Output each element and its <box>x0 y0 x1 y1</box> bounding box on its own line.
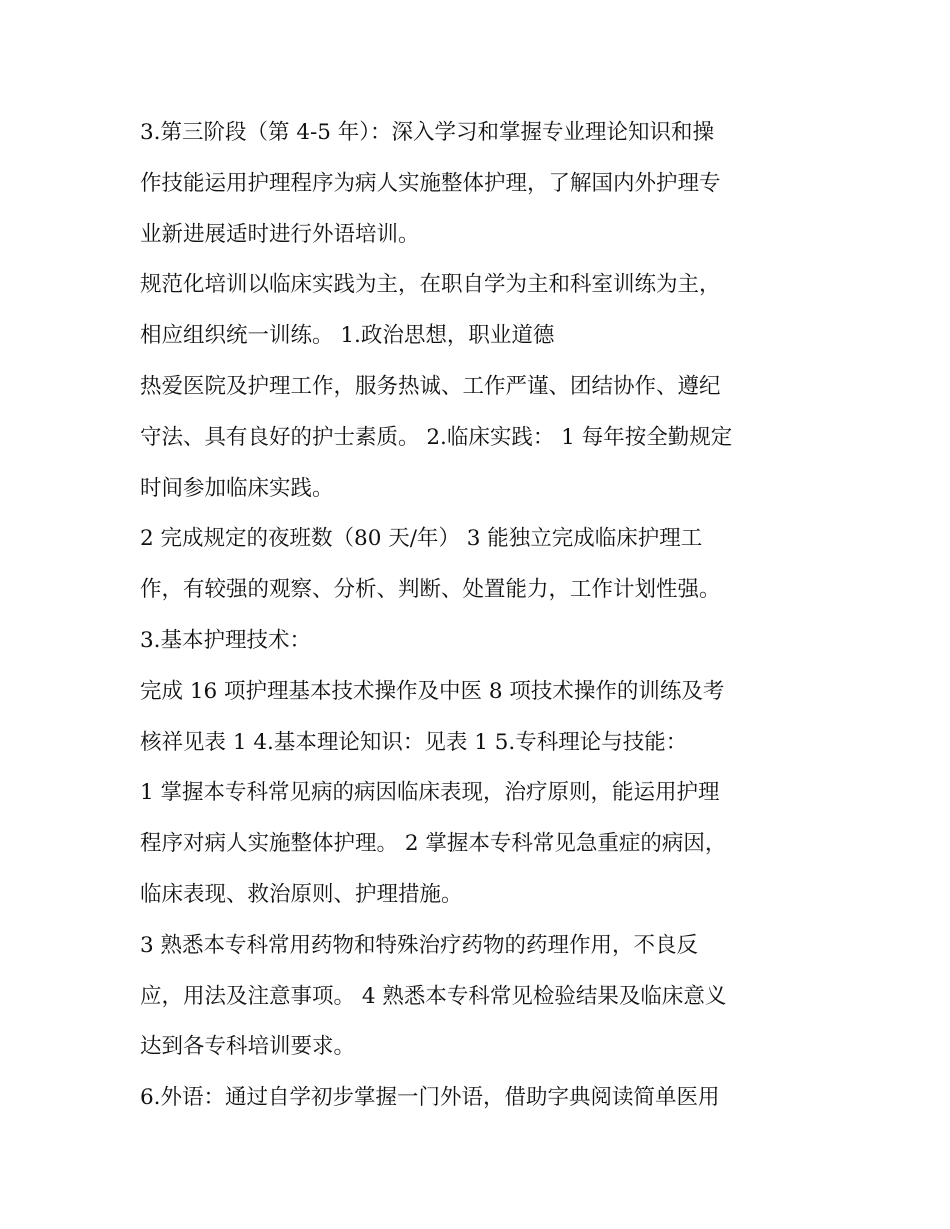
text-line: 3.基本护理技术： <box>140 627 312 653</box>
text-line: 核祥见表 1 4.基本理论知识：见表 1 5.专科理论与技能： <box>140 729 688 755</box>
text-line: 3.第三阶段（第 4-5 年）：深入学习和掌握专业理论知识和操 <box>140 120 715 145</box>
text-line: 临床表现、救治原则、护理措施。 <box>140 881 463 907</box>
text-line: 3 熟悉本专科常用药物和特殊治疗药物的药理作用，不良反 <box>140 932 699 958</box>
text-line: 作，有较强的观察、分析、判断、处置能力，工作计划性强。 <box>140 577 721 603</box>
text-line: 时间参加临床实践。 <box>140 475 334 501</box>
text-line: 完成 16 项护理基本技术操作及中医 8 项技术操作的训练及考 <box>140 678 725 704</box>
text-line: 作技能运用护理程序为病人实施整体护理，了解国内外护理专 <box>140 170 721 196</box>
text-line: 程序对病人实施整体护理。 2 掌握本专科常见急重症的病因， <box>140 831 727 857</box>
text-line: 6.外语：通过自学初步掌握一门外语，借助字典阅读简单医用 <box>140 1085 720 1111</box>
text-line: 2 完成规定的夜班数（80 天/年） 3 能独立完成临床护理工 <box>140 526 703 552</box>
text-line: 应，用法及注意事项。 4 熟悉本专科常见检验结果及临床意义 <box>140 983 727 1009</box>
text-line: 守法、具有良好的护士素质。 2.临床实践： 1 每年按全勤规定 <box>140 424 733 450</box>
text-line: 达到各专科培训要求。 <box>140 1034 356 1060</box>
text-line: 相应组织统一训练。 1.政治思想，职业道德 <box>140 323 555 349</box>
text-line: 热爱医院及护理工作，服务热诚、工作严谨、团结协作、遵纪 <box>140 373 721 399</box>
text-line: 1 掌握本专科常见病的病因临床表现，治疗原则，能运用护理 <box>140 780 720 806</box>
text-line: 规范化培训以临床实践为主，在职自学为主和科室训练为主， <box>140 272 721 298</box>
document-body <box>140 108 830 1124</box>
text-line: 业新进展适时进行外语培训。 <box>140 221 420 247</box>
